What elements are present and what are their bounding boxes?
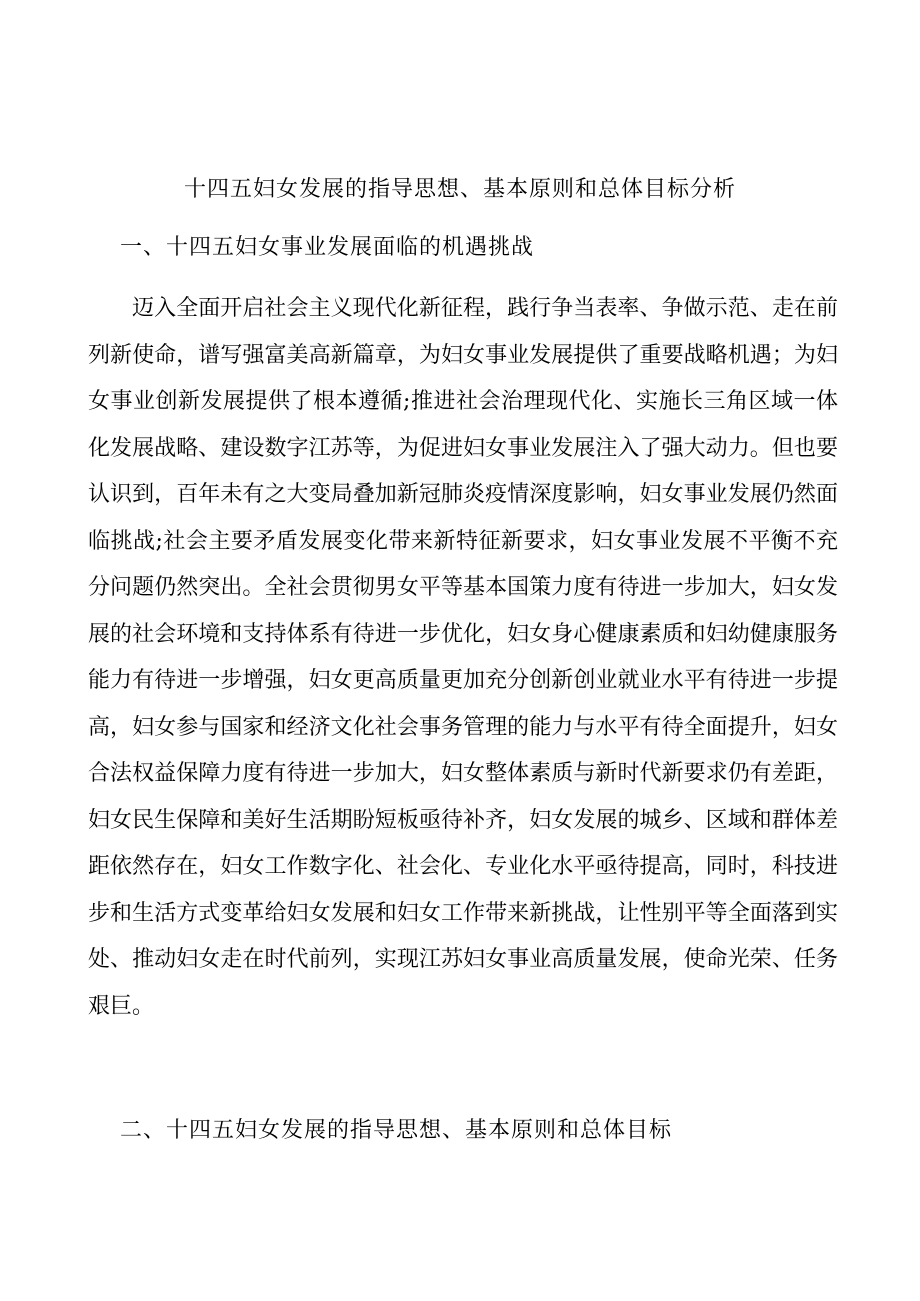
section-1-heading: 一、十四五妇女事业发展面临的机遇挑战	[120, 235, 535, 260]
section-1-paragraph: 迈入全面开启社会主义现代化新征程，践行争当表率、争做示范、走在前列新使命，谱写强富美高新篇章，为妇女事业发展提供了重要战略机遇；为妇女事业创新发展提供了根本遵循;推进社会治理现代化、实施长三角区域一体化发展战略、建设数字江苏等，为促进妇女事业发展注入了强大动力。但也要认识到，百年未有之大变局叠加新冠肺炎疫情深度影响，妇女事业发展仍然面临挑战;社会主要矛盾发展变化带来新特征新要求，妇女事业发展不平衡不充分问题仍然突出。全社会贯彻男女平等基本国策力度有待进一步加大，妇女发展的社会环境和支持体系有待进一步优化，妇女身心健康素质和妇幼健康服务能力有待进一步增强，妇女更高质量更加充分创新创业就业水平有待进一步提高，妇女参与国家和经济文化社会事务管理的能力与水平有待全面提升，妇女合法权益保障力度有待进一步加大，妇女整体素质与新时代新要求仍有差距，妇女民生保障和美好生活期盼短板亟待补齐，妇女发展的城乡、区域和群体差距依然存在，妇女工作数字化、社会化、专业化水平亟待提高，同时，科技进步和生活方式变革给妇女发展和妇女工作带来新挑战，让性别平等全面落到实处、推动妇女走在时代前列，实现江苏妇女事业高质量发展，使命光荣、任务艰巨。	[88, 296, 838, 1019]
document-title: 十四五妇女发展的指导思想、基本原则和总体目标分析	[183, 177, 736, 202]
section-2-heading: 二、十四五妇女发展的指导思想、基本原则和总体目标	[120, 1118, 673, 1143]
